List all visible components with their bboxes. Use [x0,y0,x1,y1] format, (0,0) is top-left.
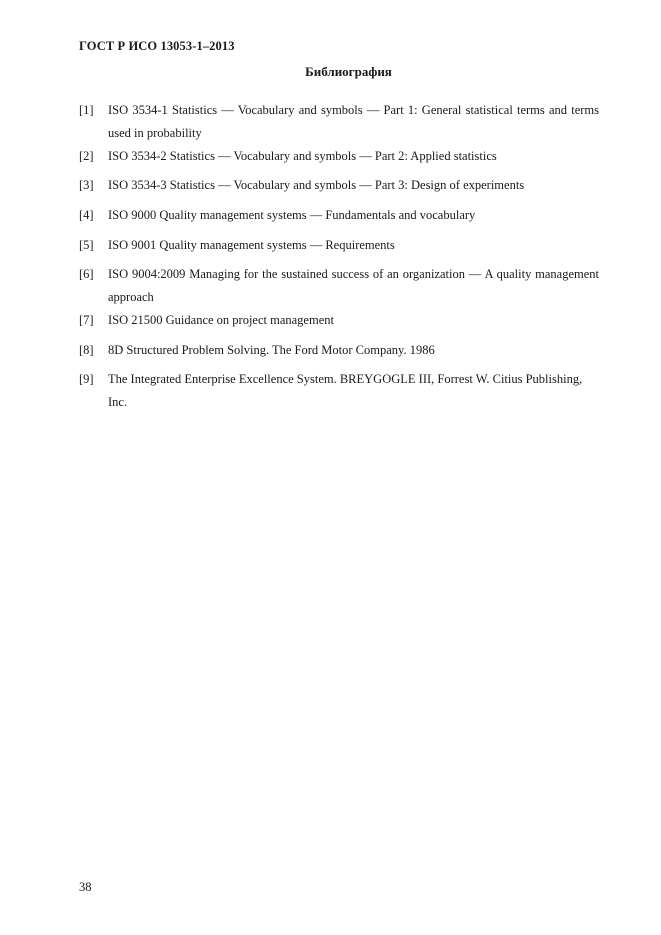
entry-text: ISO 9000 Quality management systems — Fundamentals and vocabulary [108,208,476,222]
entry-text: 8D Structured Problem Solving. The Ford Motor Company. 1986 [108,343,435,357]
entry-text: ISO 3534-3 Statistics — Vocabulary and symbols — Part 3: Design of experiments [108,178,525,192]
entry-number: [9] [79,372,94,386]
bibliography-entry-5 [79,234,599,257]
bibliography-entry-6 [79,263,599,309]
entry-text: ISO 9001 Quality management systems — Requirements [108,238,395,252]
entry-text: ISO 21500 Guidance on project management [108,313,334,327]
entry-text: ISO 9004:2009 Managing for the sustained success of an organization — A quality management approach [108,267,599,304]
entry-number: [4] [79,208,94,222]
bibliography-entry-8 [79,339,599,362]
entry-number: [2] [79,149,94,163]
entry-text: ISO 3534-1 Statistics — Vocabulary and symbols — Part 1: General statistical terms and terms used in probability [108,103,599,140]
bibliography-entry-3 [79,174,599,197]
entry-number: [3] [79,178,94,192]
page-number: 38 [79,880,92,894]
entry-number: [8] [79,343,94,357]
entry-text: ISO 3534-2 Statistics — Vocabulary and symbols –– Part 2: Applied statistics [108,149,497,163]
entry-number: [6] [79,267,94,281]
bibliography-entry-9 [79,368,599,414]
standard-id-header: ГОСТ Р ИСО 13053-1–2013 [79,39,235,53]
bibliography-entry-2 [79,145,599,168]
entry-text: The Integrated Enterprise Excellence System. BREYGOGLE III, Forrest W. Citius Publishing, Inc. [108,372,583,409]
bibliography-entry-4 [79,204,599,227]
bibliography-entry-7 [79,309,599,332]
entry-number: [5] [79,238,94,252]
bibliography-entry-1 [79,99,599,145]
bibliography-title: Библиография [305,64,392,79]
entry-number: [1] [79,103,94,117]
entry-number: [7] [79,313,94,327]
